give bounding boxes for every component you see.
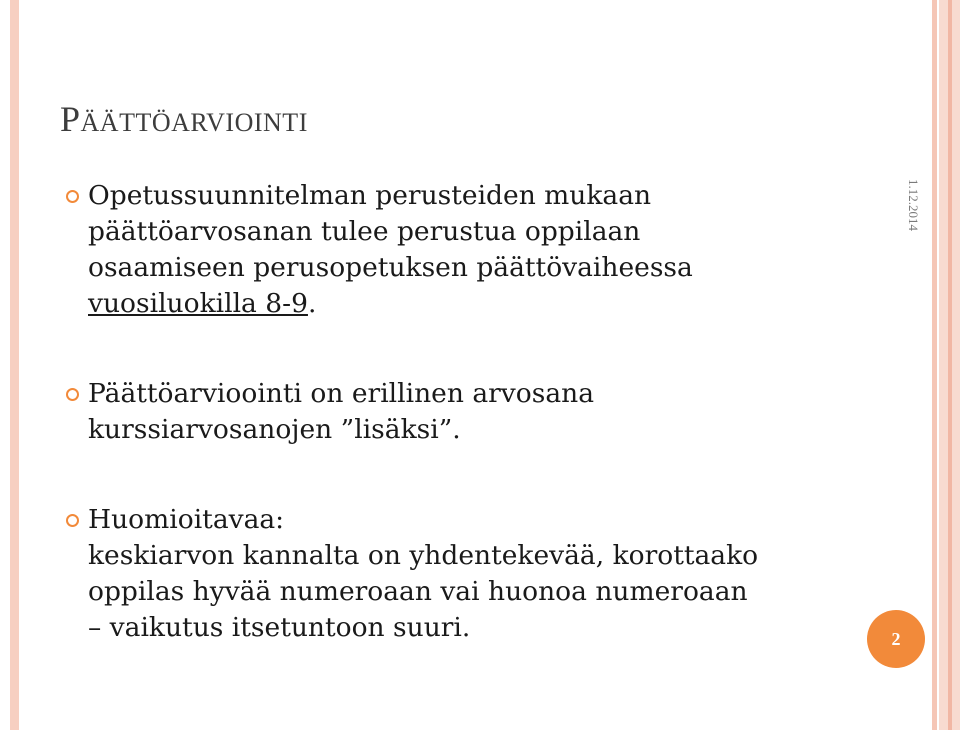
bullet-line: päättöarvosanan tulee perustua oppilaan xyxy=(88,216,641,247)
bullet-item xyxy=(66,178,866,322)
bullet-list xyxy=(66,178,866,646)
ring-bullet-icon xyxy=(66,388,79,401)
bullet-line: Päättöarvioointi on erillinen arvosana xyxy=(88,378,594,409)
right-decorative-band xyxy=(932,0,937,730)
bullet-line: osaamiseen perusopetuksen päättövaiheessa xyxy=(88,252,693,283)
bullet-line: – vaikutus itsetuntoon suuri. xyxy=(88,612,471,643)
bullet-item xyxy=(66,376,866,448)
bullet-line: kurssiarvosanojen ”lisäksi”. xyxy=(88,414,461,445)
ring-bullet-icon xyxy=(66,190,79,203)
left-decorative-stripe xyxy=(10,0,19,730)
slide-title xyxy=(60,98,308,140)
bullet-line: Huomioitavaa: xyxy=(88,504,285,535)
bullet-line: keskiarvon kannalta on yhdentekevää, korottaako xyxy=(88,540,759,571)
bullet-line: oppilas hyvää numeroaan vai huonoa numeroaan xyxy=(88,576,748,607)
right-decorative-band xyxy=(948,0,952,730)
bullet-line xyxy=(88,286,866,322)
slide-date-text: 1.12.2014 xyxy=(906,179,921,231)
ring-bullet-icon xyxy=(66,514,79,527)
bullet-line: Opetussuunnitelman perusteiden mukaan xyxy=(88,180,652,211)
page-number: 2 xyxy=(891,628,901,649)
bullet-item xyxy=(66,502,866,646)
bullet-line-tail: . xyxy=(307,288,317,319)
page-number-badge xyxy=(867,610,925,668)
underlined-text: vuosiluokilla 8-9 xyxy=(88,288,308,319)
slide-title-initial: P xyxy=(60,99,81,139)
slide-title-rest: ÄÄTTÖARVIOINTI xyxy=(80,108,308,137)
slide-date xyxy=(903,170,923,240)
